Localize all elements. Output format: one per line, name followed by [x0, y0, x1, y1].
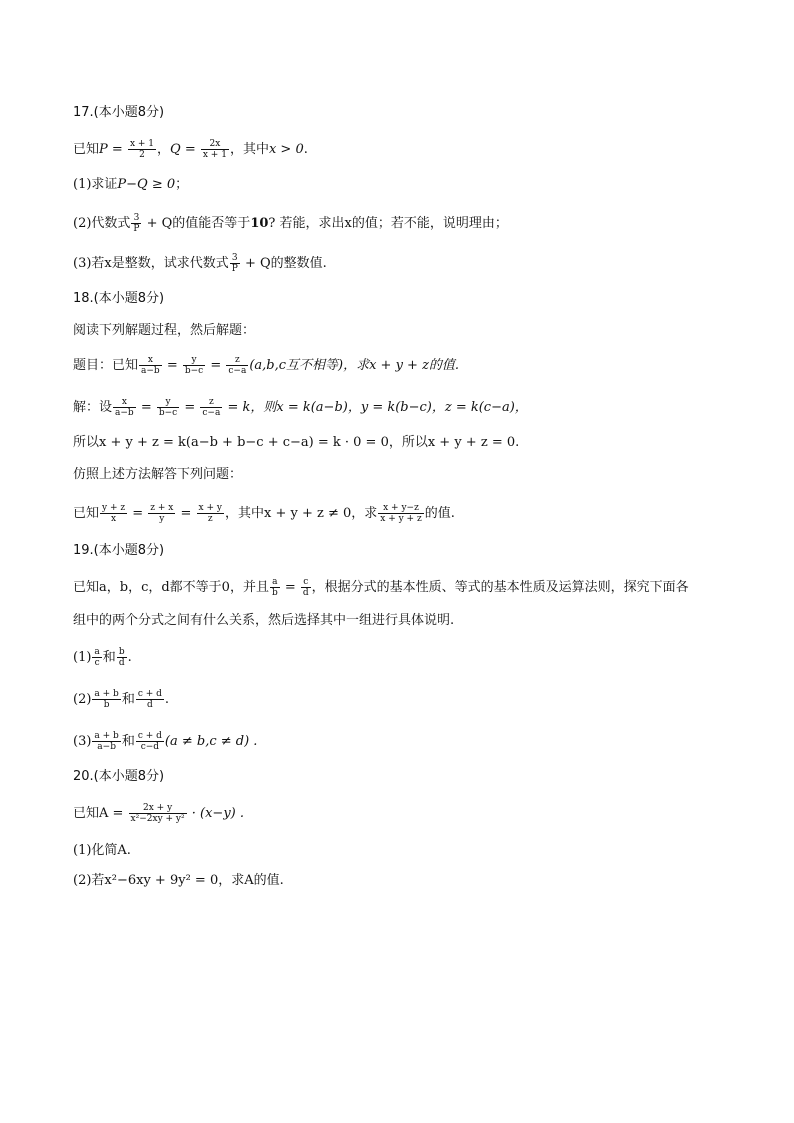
math-var: Q [170, 142, 181, 157]
fraction [157, 397, 179, 418]
fraction [92, 647, 101, 668]
q17-part2 [73, 213, 508, 234]
q17-part1 [73, 175, 188, 195]
fraction [117, 647, 127, 668]
numerator: 3 [131, 213, 141, 224]
denominator: x + y + z [380, 514, 422, 524]
q19-header: 19.(本小题8分) [73, 543, 165, 558]
q19-line1: 已知a，b，c，d都不等于0，并且 $\frac{a}{b}$ = $\frac{c}{d}$ ，根据分式的基本性质、等式的基本性质及运算法则，探究下面各 [73, 577, 689, 598]
fraction [136, 689, 164, 710]
fraction [92, 731, 120, 752]
fraction [129, 803, 187, 824]
text: 题目：已知 [73, 358, 139, 373]
q18-topic: 题目：已知 $\frac{x}{a-b}$ = $\frac{y}{b-c}$ = $\frac{z}{c-a}$ (a,b,c互不相等)，求x + y + z的值. [73, 355, 460, 376]
text: (1)求证 [73, 177, 118, 192]
denominator: x + 1 [202, 150, 227, 160]
text: 已知a，b，c，d都不等于0，并且 [73, 580, 269, 595]
denominator: a−b [115, 408, 134, 418]
denominator: d [302, 588, 309, 598]
q17-given [73, 139, 308, 160]
text: (2)代数式 [73, 216, 131, 231]
fraction [131, 213, 141, 234]
text: . [164, 692, 170, 707]
text: (a ≠ b,c ≠ d) . [164, 734, 258, 749]
math-expr: P−Q ≥ 0 [117, 177, 176, 192]
q20-part2: (2)若x²−6xy + 9y² = 0，求A的值. [73, 873, 284, 888]
denominator: c [94, 658, 100, 668]
text: (3)若x是整数，试求代数式 [73, 256, 229, 271]
denominator: x²−2xy + y² [130, 814, 185, 824]
text: ，其中x + y + z ≠ 0，求 [224, 506, 378, 521]
text: ，根据分式的基本性质、等式的基本性质及运算法则，探究下面各 [311, 580, 689, 595]
text: = [107, 142, 127, 157]
numerator: z [226, 355, 248, 366]
numerator: a + b [94, 689, 119, 699]
q18-solution: 解：设 $\frac{x}{a-b}$ = $\frac{y}{b-c}$ = $\frac{z}{c-a}$ = k，则x = k(a−b)，y = k(b−c)，z = k(c−a)， [73, 397, 528, 418]
text: (3) [73, 734, 92, 749]
text: 已知 [73, 142, 100, 157]
denominator: a−b [141, 366, 160, 376]
q19-line2: 组中的两个分式之间有什么关系，然后选择其中一组进行具体说明. [73, 613, 455, 628]
numerator: c + d [137, 689, 162, 699]
numerator: 2x [201, 139, 229, 150]
text: (2) [73, 692, 92, 707]
text: + Q的整数值. [240, 256, 327, 271]
numerator: x + y [198, 503, 222, 513]
text: 的值. [424, 506, 455, 521]
text: · (x−y) . [187, 806, 244, 821]
fraction [197, 503, 224, 524]
fraction [201, 139, 229, 160]
numerator: x + y−z [378, 503, 423, 514]
denominator: 2 [139, 150, 145, 160]
denominator: y [159, 514, 165, 524]
denominator: P [133, 224, 140, 234]
text: ，其中 [229, 142, 269, 157]
q20-part1: (1)化简A. [73, 843, 131, 858]
q19-item3 [73, 731, 257, 752]
math-var: P [99, 142, 108, 157]
numerator: x [139, 355, 162, 366]
denominator: c−a [202, 408, 221, 418]
denominator: b−c [184, 366, 204, 376]
q18-so-line: 所以x + y + z = k(a−b + b−c + c−a) = k · 0 = 0，所以x + y + z = 0. [73, 435, 520, 450]
q19-item1 [73, 647, 132, 668]
q20-header: 20.(本小题8分) [73, 769, 165, 784]
q17-header: 17.(本小题8分) [73, 105, 165, 120]
text: . [127, 650, 132, 665]
fraction [100, 503, 127, 524]
numerator: 2x + y [129, 803, 187, 814]
fraction [92, 689, 120, 710]
fraction [301, 577, 311, 598]
text: ? 若能，求出x的值；若不能，说明理由； [268, 216, 508, 231]
text: 和 [121, 692, 135, 707]
numerator: z + x [150, 503, 174, 513]
q17-part3 [73, 253, 327, 274]
q18-imitate: 仿照上述方法解答下列问题： [73, 467, 243, 482]
fraction [200, 397, 222, 418]
fraction [270, 577, 280, 598]
fraction [136, 731, 164, 752]
q20-given [73, 803, 244, 824]
fraction [113, 397, 136, 418]
denominator: x [111, 514, 117, 524]
numerator: c [301, 577, 311, 588]
denominator: b [103, 700, 110, 710]
q18-header: 18.(本小题8分) [73, 291, 165, 306]
text: = [180, 142, 200, 157]
text: ； [175, 177, 189, 192]
math-expr: x > 0 [268, 142, 304, 157]
text: (1) [73, 650, 92, 665]
text: 和 [121, 734, 135, 749]
fraction [183, 355, 205, 376]
fraction [230, 253, 240, 274]
text: . [303, 142, 308, 157]
fraction [128, 139, 156, 160]
numerator: a [270, 577, 280, 588]
denominator: z [207, 514, 213, 524]
text: 和 [102, 650, 116, 665]
numerator: z [200, 397, 222, 408]
numerator: 3 [230, 253, 240, 264]
q18-given: 已知 $\frac{y + z}{x}$ = $\frac{z + x}{y}$ = $\frac{x + y}{z}$ ，其中x + y + z ≠ 0，求 $\frac{x + y-z}{x + y + z}$ 的值. [73, 503, 455, 524]
denominator: d [118, 658, 125, 668]
numerator: y [183, 355, 205, 366]
numerator: a [94, 647, 100, 657]
denominator: c−a [228, 366, 247, 376]
text: + Q的值能否等于 [142, 216, 251, 231]
text: ， [157, 142, 171, 157]
text: (a,b,c互不相等)，求x + y + z的值. [249, 358, 460, 373]
denominator: a−b [97, 742, 116, 752]
fraction [378, 503, 423, 524]
number: 10 [250, 216, 269, 231]
q19-item2 [73, 689, 169, 710]
denominator: c−d [140, 742, 160, 752]
numerator: y + z [102, 503, 126, 513]
q18-intro: 阅读下列解题过程，然后解题： [73, 323, 256, 338]
numerator: y [157, 397, 179, 408]
fraction [226, 355, 248, 376]
text: = k，则x = k(a−b)，y = k(b−c)，z = k(c−a)， [223, 400, 528, 415]
numerator: a + b [94, 731, 119, 741]
text: 已知A = [73, 806, 128, 821]
text: 已知 [73, 506, 100, 521]
denominator: P [231, 264, 238, 274]
fraction [139, 355, 162, 376]
numerator: c + d [137, 731, 162, 741]
denominator: b−c [158, 408, 178, 418]
numerator: x [113, 397, 136, 408]
numerator: x + 1 [129, 139, 155, 149]
denominator: d [146, 700, 153, 710]
text: 解：设 [73, 400, 113, 415]
numerator: b [118, 647, 125, 657]
fraction [148, 503, 175, 524]
denominator: b [271, 588, 278, 598]
